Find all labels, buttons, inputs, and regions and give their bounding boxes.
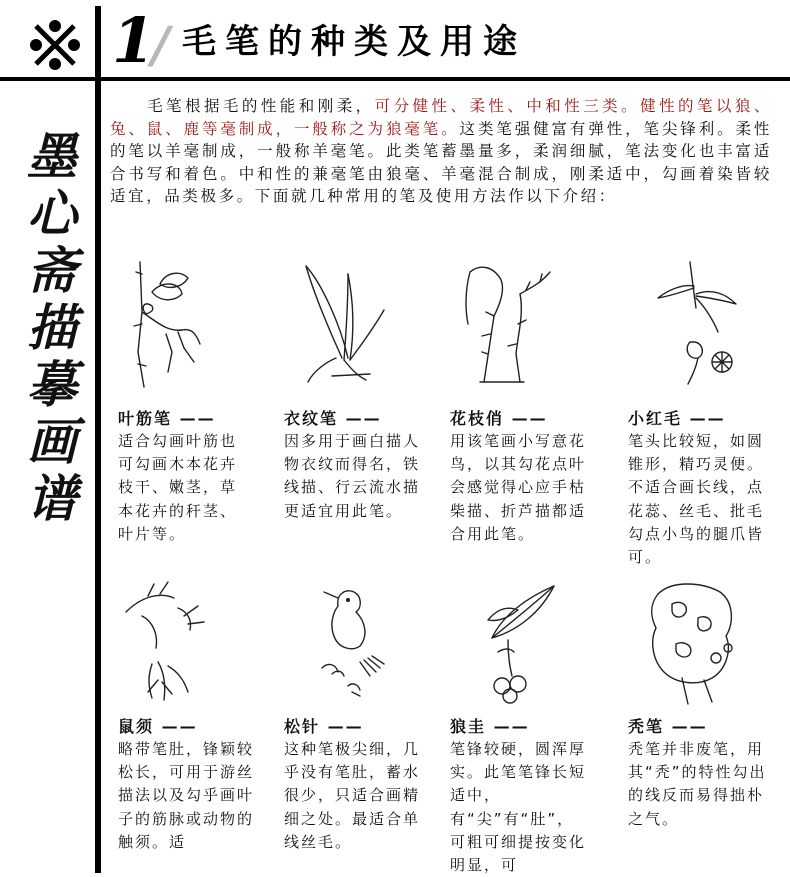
side-title-char: 谱 [27,469,77,528]
brush-desc: 略带笔肚，锋颖较松长，可用于游丝描法以及勾乎画叶子的筋脉或动物的触须。适 [118,740,255,851]
orchid-leaf-sketch-icon [292,254,388,390]
brush-name: 花枝俏 —— [450,409,548,428]
brush-name: 秃笔 —— [628,717,708,736]
brush-name: 鼠须 —— [118,717,198,736]
brush-desc: 这种笔极尖细，几乎没有笔肚，蓄水很少，只适合画精细之处。最适合单线丝毛。 [284,740,421,851]
cross-circles-icon [28,18,82,72]
rock-plum-sketch-icon [642,574,742,708]
side-title-char: 描 [27,298,77,357]
side-title-char: 摹 [27,355,77,414]
brush-name: 衣纹笔 —— [284,409,382,428]
intro-paragraph: 毛笔根据毛的性能和刚柔，可分健性、柔性、中和性三类。健性的笔以狼、兔、鼠、鹿等毫制成，一般称之为狼毫笔。这类笔强健富有弹性，笔尖锋利。柔性的笔以羊毫制成，一般称羊毫笔。此类笔蓄墨量多，柔润细腻，笔法变化也丰富适合书写和着色。中和性的兼毫笔由狼毫、羊毫混合制成，刚柔适中，勾画着染皆较适宜，品类极多。下面就几种常用的笔及使用方法作以下介绍： [110,97,772,205]
side-title-char: 画 [27,412,77,471]
intro-highlight: 可分健性、柔性、中和性三类。健性的笔以狼、兔、鼠、鹿等毫制成，一般称之为狼毫笔。 [110,97,772,138]
side-title-char: 斋 [27,241,77,300]
brush-name: 松针 —— [284,717,364,736]
brush-card-langgui [450,716,610,877]
header-rule [0,77,790,81]
section-number: 1/ [112,4,166,77]
brush-desc: 秃笔并非废笔，用其“秃”的特性勾出的线反而易得拙朴之气。 [628,740,767,828]
brush-card-shuxu [118,716,278,854]
brush-card-yiwen [284,408,444,523]
brush-card-yejin [118,408,278,546]
side-title-char: 心 [27,184,77,243]
page-title: 毛笔的种类及用途 [182,22,526,62]
brush-card-tubi [628,716,788,831]
margin-rule [95,77,101,873]
header-divider [95,6,101,78]
brush-name: 狼圭 —— [450,717,530,736]
brush-desc: 用该笔画小写意花鸟，以其勾花点叶会感觉得心应手枯柴描、折芦描都适合用此笔。 [450,432,587,543]
side-title-char: 墨 [27,127,77,186]
brush-desc: 笔锋较硬，圆浑厚实。此笔笔锋长短适中，有“尖”有“肚”，可粗可细提按变化明显，可 [450,740,587,875]
insect-orchid-sketch-icon [118,576,214,704]
branch-leaf-sketch-icon [122,252,202,392]
leaf-berry-sketch-icon [478,580,562,706]
brush-name: 叶筋笔 —— [118,409,216,428]
brush-name: 小红毛 —— [628,409,726,428]
brush-desc: 适合勾画叶筋也可勾画木本花卉枝干、嫩茎，草本花卉的秆茎、叶片等。 [118,432,238,543]
brush-card-songzhen [284,716,444,854]
brush-card-xiaohongmao [628,408,788,569]
brush-desc: 因多用于画白描人物衣纹而得名，铁线描、行云流水描更适宜用此笔。 [284,432,421,520]
brush-desc: 笔头比较短，如圆锥形，精巧灵便。不适合画长线，点花蕊、丝毛、批毛勾点小鸟的腿爪皆可。 [628,432,765,567]
bamboo-flower-sketch-icon [652,258,742,388]
thorny-branch-sketch-icon [460,254,560,390]
bird-sketch-icon [308,582,392,704]
side-title [22,128,82,527]
brush-card-huazhiqiao [450,408,610,546]
